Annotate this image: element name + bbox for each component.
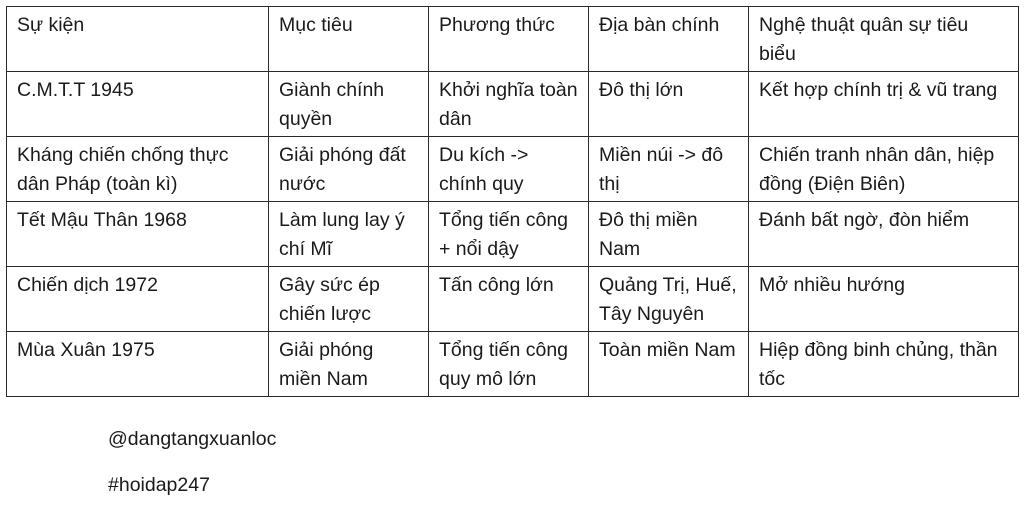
table-cell-art: Kết hợp chính trị & vũ trang [749, 72, 1019, 137]
table-cell-event: Chiến dịch 1972 [7, 267, 269, 332]
table-row [7, 332, 1019, 397]
table-cell-area: Miền núi -> đô thị [589, 137, 749, 202]
author-handle: @dangtangxuanloc [108, 428, 277, 450]
table-row [7, 202, 1019, 267]
table-row [7, 267, 1019, 332]
table-cell-art: Mở nhiều hướng [749, 267, 1019, 332]
table-cell-art: Hiệp đồng binh chủng, thần tốc [749, 332, 1019, 397]
table-cell-event: C.M.T.T 1945 [7, 72, 269, 137]
table-cell-goal: Gây sức ép chiến lược [269, 267, 429, 332]
table-cell-event: Mùa Xuân 1975 [7, 332, 269, 397]
table-cell-event: Kháng chiến chống thực dân Pháp (toàn kì) [7, 137, 269, 202]
table-cell-area: Quảng Trị, Huế, Tây Nguyên [589, 267, 749, 332]
table-cell-event: Tết Mậu Thân 1968 [7, 202, 269, 267]
header-cell-dia-ban-chinh: Địa bàn chính [589, 7, 749, 72]
history-table [6, 6, 1019, 397]
table-cell-goal: Giải phóng miền Nam [269, 332, 429, 397]
table-cell-area: Toàn miền Nam [589, 332, 749, 397]
table-row [7, 137, 1019, 202]
header-cell-phuong-thuc: Phương thức [429, 7, 589, 72]
header-cell-muc-tieu: Mục tiêu [269, 7, 429, 72]
table-cell-method: Tổng tiến công + nổi dậy [429, 202, 589, 267]
table-row [7, 72, 1019, 137]
table-cell-area: Đô thị miền Nam [589, 202, 749, 267]
header-cell-su-kien: Sự kiện [7, 7, 269, 72]
hashtag: #hoidap247 [108, 474, 210, 496]
table-cell-area: Đô thị lớn [589, 72, 749, 137]
header-cell-nghe-thuat: Nghệ thuật quân sự tiêu biểu [749, 7, 1019, 72]
table-cell-goal: Giải phóng đất nước [269, 137, 429, 202]
table-header-row [7, 7, 1019, 72]
table-cell-method: Du kích -> chính quy [429, 137, 589, 202]
table-cell-goal: Giành chính quyền [269, 72, 429, 137]
table-cell-method: Tổng tiến công quy mô lớn [429, 332, 589, 397]
table-cell-goal: Làm lung lay ý chí Mĩ [269, 202, 429, 267]
table-cell-art: Chiến tranh nhân dân, hiệp đồng (Điện Biên) [749, 137, 1019, 202]
table-cell-method: Tấn công lớn [429, 267, 589, 332]
table-cell-art: Đánh bất ngờ, đòn hiểm [749, 202, 1019, 267]
table-cell-method: Khởi nghĩa toàn dân [429, 72, 589, 137]
document [6, 6, 1019, 397]
